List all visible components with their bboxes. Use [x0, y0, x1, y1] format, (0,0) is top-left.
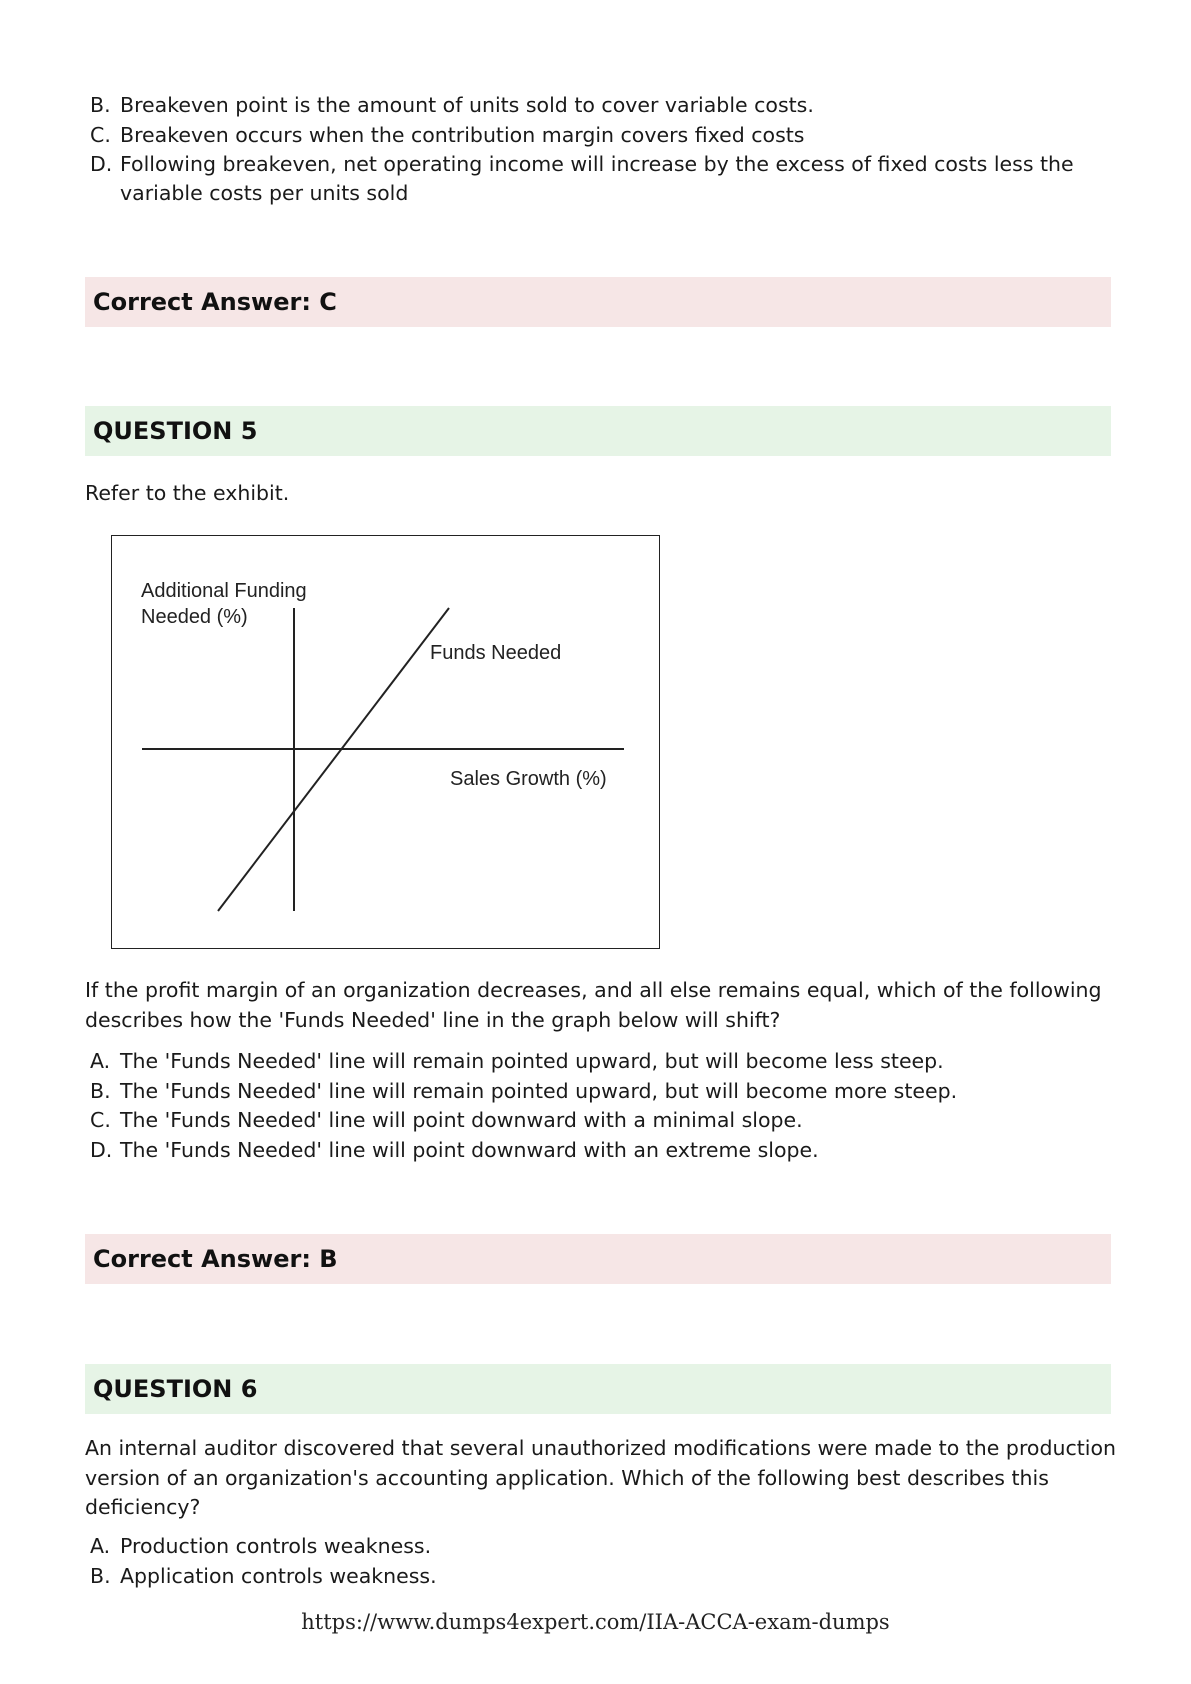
x-axis-label: Sales Growth (%)	[450, 768, 607, 790]
question-intro: Refer to the exhibit.	[85, 481, 290, 505]
funds-needed-line	[218, 608, 449, 911]
question-heading: QUESTION 6	[85, 1364, 1111, 1414]
y-axis-label-line2: Needed (%)	[141, 606, 248, 628]
option-letter: A.	[90, 1049, 111, 1073]
question-stem-line2: describes how the 'Funds Needed' line in the graph below will shift?	[85, 1008, 781, 1032]
option-text: The 'Funds Needed' line will point downward with an extreme slope.	[120, 1138, 819, 1162]
option-letter: B.	[90, 1079, 111, 1103]
option-text: Application controls weakness.	[120, 1564, 437, 1588]
question-heading: QUESTION 5	[85, 406, 1111, 456]
option-text: The 'Funds Needed' line will point downward with a minimal slope.	[120, 1108, 803, 1132]
option-letter: B.	[90, 1564, 111, 1588]
question-stem-line3: deficiency?	[85, 1495, 201, 1519]
option-text: Breakeven point is the amount of units sold to cover variable costs.	[120, 93, 814, 117]
question-stem-line2: version of an organization's accounting application. Which of the following best describes this	[85, 1466, 1049, 1490]
option-text: Following breakeven, net operating income will increase by the excess of fixed costs less the	[120, 152, 1074, 176]
option-letter: C.	[90, 1108, 111, 1132]
option-text: The 'Funds Needed' line will remain pointed upward, but will become more steep.	[120, 1079, 958, 1103]
option-text: Breakeven occurs when the contribution margin covers fixed costs	[120, 123, 805, 147]
question-stem-line1: An internal auditor discovered that several unauthorized modifications were made to the production	[85, 1436, 1117, 1460]
correct-answer-box: Correct Answer: C	[85, 277, 1111, 327]
footer-url[interactable]: https://www.dumps4expert.com/IIA-ACCA-exam-dumps	[301, 1610, 890, 1634]
exhibit-graph	[112, 536, 658, 947]
option-letter: A.	[90, 1534, 111, 1558]
question-stem-line1: If the profit margin of an organization decreases, and all else remains equal, which of the following	[85, 978, 1102, 1002]
option-text-continued: variable costs per units sold	[120, 181, 409, 205]
option-letter: B.	[90, 93, 111, 117]
exhibit-figure	[111, 535, 660, 949]
option-text: Production controls weakness.	[120, 1534, 432, 1558]
option-letter: C.	[90, 123, 111, 147]
option-letter: D.	[90, 1138, 113, 1162]
line-label: Funds Needed	[430, 642, 562, 664]
option-letter: D.	[90, 152, 113, 176]
correct-answer-box: Correct Answer: B	[85, 1234, 1111, 1284]
option-text: The 'Funds Needed' line will remain pointed upward, but will become less steep.	[120, 1049, 944, 1073]
y-axis-label-line1: Additional Funding	[141, 580, 307, 602]
